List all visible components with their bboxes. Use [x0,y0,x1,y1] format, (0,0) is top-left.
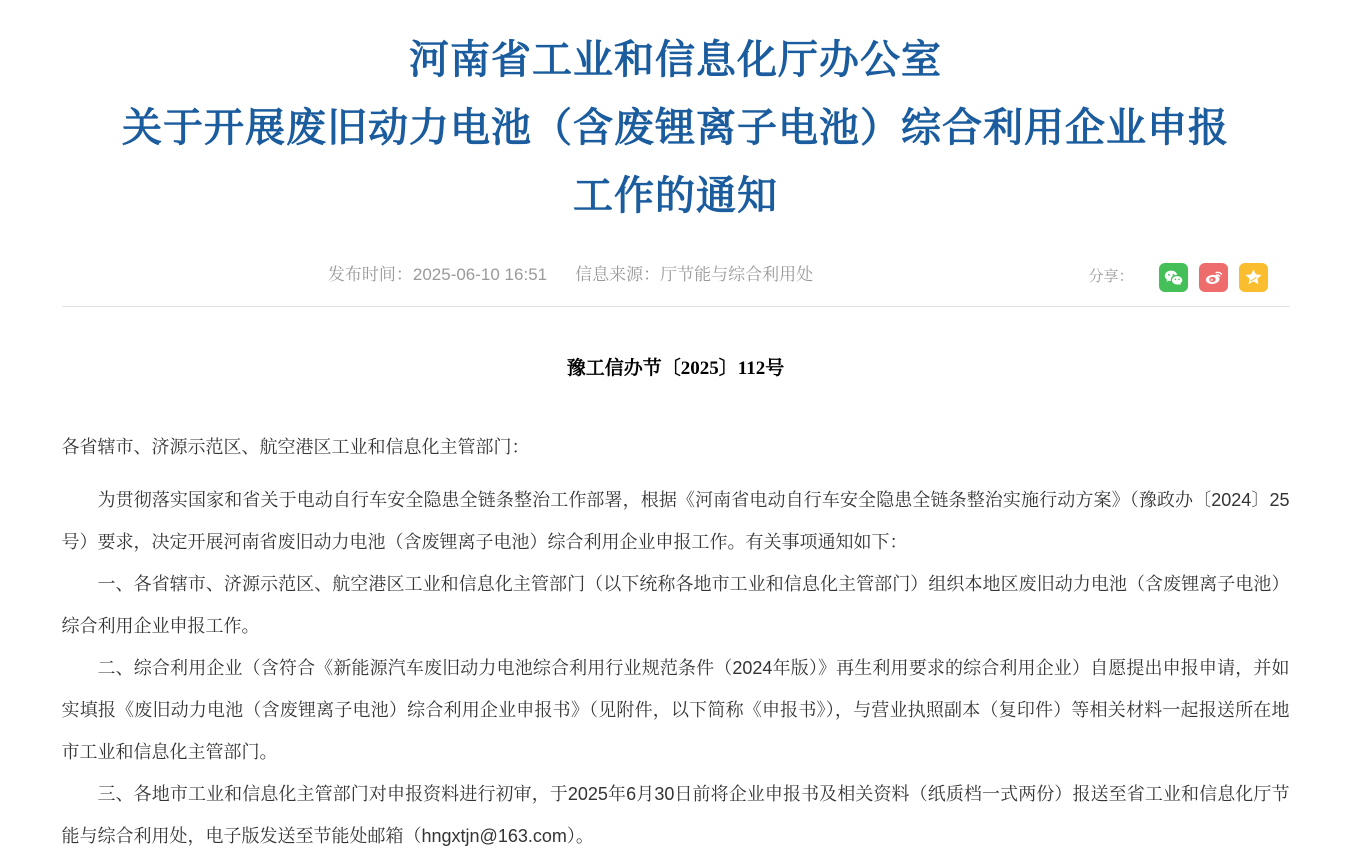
meta-divider [62,306,1290,307]
wechat-icon [1162,266,1185,289]
share-favorite-button[interactable] [1239,263,1268,292]
document-number: 豫工信办节〔2025〕112号 [566,358,785,379]
weibo-icon [1202,266,1225,289]
notice-body [62,426,1290,857]
share-widget [1088,260,1267,294]
meta-row [62,258,1290,292]
body-paragraph: 三、各地市工业和信息化主管部门对申报资料进行初审，于2025年6月30日前将企业申报书及相关资料（纸质档一式两份）报送至省工业和信息化厅节能与综合利用处，电子版发送至节能处邮箱（hngxtjn@163.com）。 [61,784,1290,846]
share-weibo-button[interactable] [1199,263,1228,292]
share-wechat-button[interactable] [1159,263,1188,292]
page-title-line-2: 关于开展废旧动力电池（含废锂离子电池）综合利用企业申报 [122,106,1229,150]
share-label: 分享： [1088,268,1134,285]
body-paragraph: 一、各省辖市、济源示范区、航空港区工业和信息化主管部门（以下统称各地市工业和信息化主管部门）组织本地区废旧动力电池（含废锂离子电池）综合利用企业申报工作。 [61,574,1290,636]
publish-time-label: 发布时间： [327,265,413,284]
body-paragraph: 为贯彻落实国家和省关于电动自行车安全隐患全链条整治工作部署，根据《河南省电动自行车安全隐患全链条整治实施行动方案》（豫政办〔2024〕25号）要求，决定开展河南省废旧动力电池（含废锂离子电池）综合利用企业申报工作。有关事项通知如下： [61,490,1290,552]
publish-time-value: 2025-06-10 16:51 [412,265,548,284]
body-paragraph: 各省辖市、济源示范区、航空港区工业和信息化主管部门： [61,437,530,457]
star-icon [1242,266,1265,289]
body-paragraph: 二、综合利用企业（含符合《新能源汽车废旧动力电池综合利用行业规范条件（2024年版）》再生利用要求的综合利用企业）自愿提出申报申请，并如实填报《废旧动力电池（含废锂离子电池）综合利用企业申报书》（见附件，以下简称《申报书》），与营业执照副本（复印件）等相关材料一起报送所在地市工业和信息化主管部门。 [61,658,1290,762]
article-container [62,0,1290,857]
page-title [62,26,1290,230]
source-label: 信息来源： [575,265,661,284]
page-title-line-1: 河南省工业和信息化厅办公室 [409,38,942,82]
page-title-line-3: 工作的通知 [573,174,778,218]
source-value: 厅节能与综合利用处 [660,265,814,284]
